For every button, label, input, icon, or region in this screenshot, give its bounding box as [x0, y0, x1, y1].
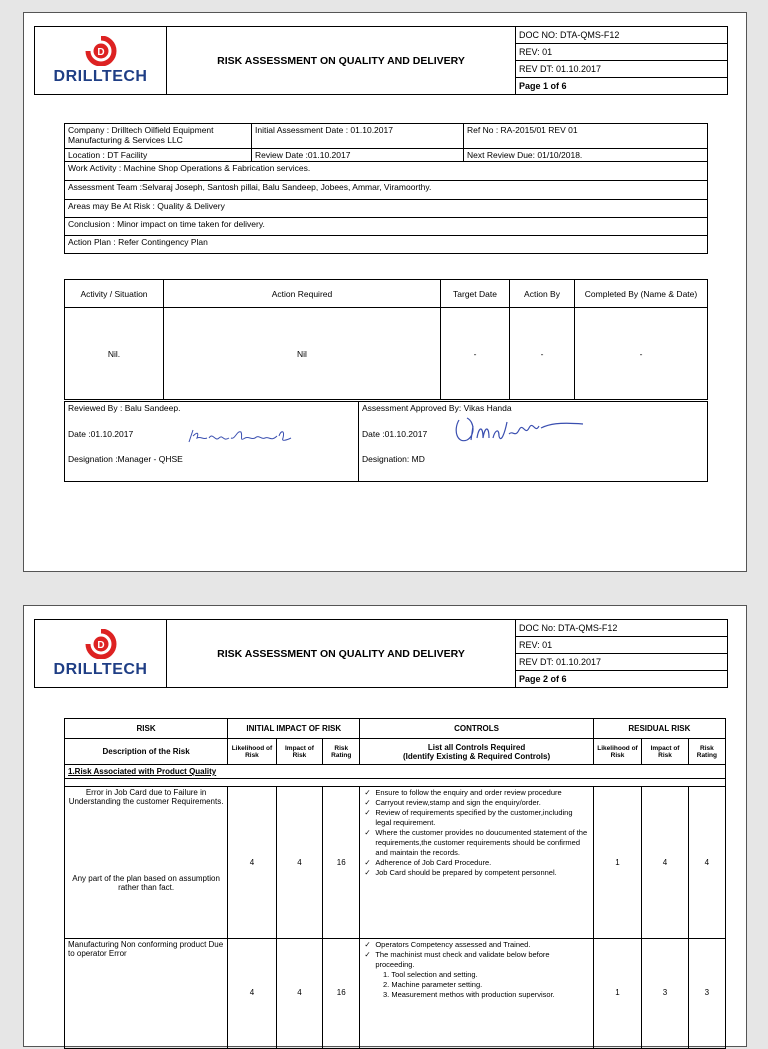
brand-name: DRILLTECH — [53, 660, 148, 678]
header-likelihood: Likelihood of Risk — [228, 739, 277, 765]
review-date: Review Date :01.10.2017 — [252, 149, 464, 162]
document-header — [34, 26, 728, 95]
list-item: 1. Tool selection and setting. — [391, 970, 589, 980]
risk-description-extra: Any part of the plan based on assumption rather than fact. — [72, 874, 220, 892]
row-action: Nil — [164, 308, 441, 400]
conclusion: Conclusion : Minor impact on time taken for delivery. — [65, 218, 708, 236]
risk-register-table — [64, 718, 726, 1049]
sub-checklist — [363, 970, 589, 1000]
controls-list — [363, 940, 589, 970]
row-completed: - — [575, 308, 708, 400]
assessment-info-table — [64, 123, 708, 254]
header-rating: Risk Rating — [323, 739, 360, 765]
residual-likelihood: 1 — [593, 939, 642, 1049]
controls-list-title: List all Controls Required — [427, 742, 526, 752]
company-logo — [35, 27, 167, 95]
residual-rating: 4 — [688, 787, 725, 939]
section-product-quality: 1.Risk Associated with Product Quality — [65, 765, 726, 779]
row-target: - — [441, 308, 510, 400]
risk-description: Manufacturing Non conforming product Due to operator Error — [65, 939, 228, 1049]
header-initial-impact: INITIAL IMPACT OF RISK — [228, 719, 360, 739]
revision: REV: 01 — [516, 637, 728, 654]
initial-impact: 4 — [276, 939, 322, 1049]
initial-likelihood: 4 — [228, 787, 277, 939]
action-table — [64, 279, 708, 400]
table-row — [65, 787, 726, 939]
list-item: 3. Measurement methos with production supervisor. — [391, 990, 589, 1000]
list-item: ✓ Carryout review,stamp and sign the enquiry/order. — [375, 798, 589, 808]
company-logo-2 — [35, 620, 167, 688]
col-action-by: Action By — [510, 280, 575, 308]
header-description: Description of the Risk — [65, 739, 228, 765]
areas-at-risk: Areas may Be At Risk : Quality & Delivery — [65, 200, 708, 218]
initial-likelihood: 4 — [228, 939, 277, 1049]
signoff-table — [64, 401, 708, 482]
document-header-2 — [34, 619, 728, 688]
page-2 — [23, 605, 747, 1047]
table-row — [65, 939, 726, 1049]
risk-description-main: Error in Job Card due to Failure in Understanding the customer Requirements. — [68, 788, 224, 806]
action-plan: Action Plan : Refer Contingency Plan — [65, 236, 708, 254]
reviewer-designation: Designation :Manager - QHSE — [68, 454, 183, 464]
list-item: 2. Machine parameter setting. — [391, 980, 589, 990]
list-item: ✓ Where the customer provides no doucumented statement of the requirements,the customer requirements should be confirmed and maintain the records. — [375, 828, 589, 858]
controls-list-subtitle: (Identify Existing & Required Controls) — [402, 751, 551, 761]
logo-letter: D — [96, 639, 105, 651]
approver-signature — [449, 410, 589, 450]
residual-rating: 3 — [688, 939, 725, 1049]
initial-assessment-date: Initial Assessment Date : 01.10.2017 — [252, 124, 464, 149]
row-by: - — [510, 308, 575, 400]
controls-list — [363, 788, 589, 878]
revision: REV: 01 — [516, 44, 728, 61]
list-item: ✓ Ensure to follow the enquiry and order review procedure — [375, 788, 589, 798]
residual-impact: 3 — [642, 939, 688, 1049]
assessment-team: Assessment Team :Selvaraj Joseph, Santosh pillai, Balu Sandeep, Jobees, Ammar, Viramoorthy. — [65, 181, 708, 200]
page-number: Page 1 of 6 — [516, 78, 728, 95]
header-risk: RISK — [65, 719, 228, 739]
list-item: ✓ Adherence of Job Card Procedure. — [375, 858, 589, 868]
doc-number: DOC No: DTA-QMS-F12 — [516, 620, 728, 637]
page-1 — [23, 12, 747, 572]
initial-rating: 16 — [323, 787, 360, 939]
location-field: Location : DT Facility — [65, 149, 252, 162]
logo-letter: D — [96, 46, 105, 58]
col-activity-situation: Activity / Situation — [65, 280, 164, 308]
initial-rating: 16 — [323, 939, 360, 1049]
residual-likelihood: 1 — [593, 787, 642, 939]
reviewed-by: Reviewed By : Balu Sandeep. — [68, 403, 181, 413]
controls-cell — [360, 787, 593, 939]
page-number: Page 2 of 6 — [516, 671, 728, 688]
col-target-date: Target Date — [441, 280, 510, 308]
reference-number: Ref No : RA-2015/01 REV 01 — [464, 124, 708, 149]
list-item: ✓ Operators Competency assessed and Trained. — [375, 940, 589, 950]
next-review-due: Next Review Due: 01/10/2018. — [464, 149, 708, 162]
approver-block — [359, 402, 708, 482]
list-item: ✓ Review of requirements specified by the customer,including legal requirement. — [375, 808, 589, 828]
company-field: Company : Drilltech Oilfield Equipment Manufacturing & Services LLC — [65, 124, 252, 149]
review-date-signoff: Date :01.10.2017 — [68, 429, 134, 439]
drilltech-logo-icon — [84, 36, 118, 66]
header-residual-rating: Risk Rating — [688, 739, 725, 765]
risk-description — [65, 787, 228, 939]
revision-date: REV DT: 01.10.2017 — [516, 61, 728, 78]
reviewer-block — [65, 402, 359, 482]
reviewer-signature — [185, 426, 305, 450]
header-residual-impact: Impact of Risk — [642, 739, 688, 765]
drilltech-logo-icon — [84, 629, 118, 659]
approved-by: Assessment Approved By: Vikas Handa — [362, 403, 512, 413]
col-action-required: Action Required — [164, 280, 441, 308]
approval-date: Date :01.10.2017 — [362, 429, 428, 439]
brand-name: DRILLTECH — [53, 67, 148, 85]
controls-cell — [360, 939, 593, 1049]
work-activity: Work Activity : Machine Shop Operations & Fabrication services. — [65, 162, 708, 181]
revision-date: REV DT: 01.10.2017 — [516, 654, 728, 671]
header-residual-likelihood: Likelihood of Risk — [593, 739, 642, 765]
document-title: RISK ASSESSMENT ON QUALITY AND DELIVERY — [167, 620, 516, 688]
initial-impact: 4 — [276, 787, 322, 939]
list-item: ✓ The machinist must check and validate below before proceeding. — [375, 950, 589, 970]
row-activity: Nil. — [65, 308, 164, 400]
list-item: ✓ Job Card should be prepared by competent personnel. — [375, 868, 589, 878]
header-impact: Impact of Risk — [276, 739, 322, 765]
header-controls-list — [360, 739, 593, 765]
approver-designation: Designation: MD — [362, 454, 425, 464]
col-completed-by: Completed By (Name & Date) — [575, 280, 708, 308]
document-title: RISK ASSESSMENT ON QUALITY AND DELIVERY — [167, 27, 516, 95]
residual-impact: 4 — [642, 787, 688, 939]
spacer-row — [65, 779, 726, 787]
header-residual-risk: RESIDUAL RISK — [593, 719, 725, 739]
doc-number: DOC NO: DTA-QMS-F12 — [516, 27, 728, 44]
header-controls: CONTROLS — [360, 719, 593, 739]
